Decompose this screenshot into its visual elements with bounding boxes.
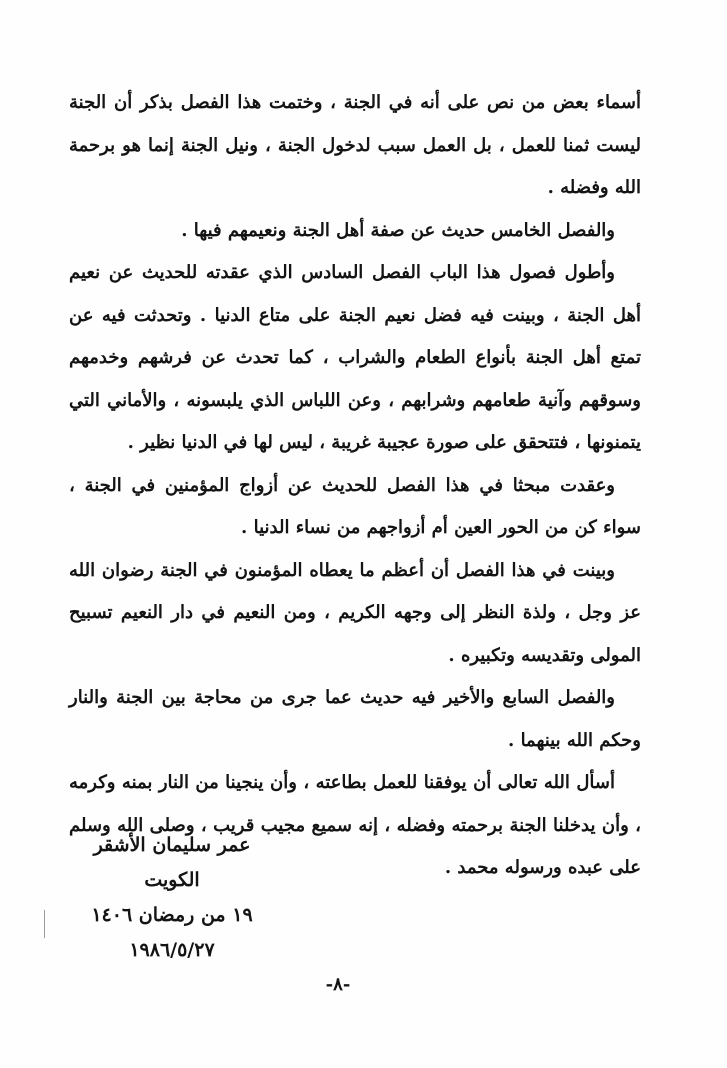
margin-mark: [44, 910, 45, 938]
paragraph-4-text: وعقدت مبحثا في هذا الفصل للحديث عن أزواج المؤمنين في الجنة ، سواء كن من الحور العين أم أزواجهم من نساء الدنيا .: [69, 474, 641, 538]
hijri-date: ١٩ من رمضان ١٤٠٦: [91, 904, 253, 926]
signature-block: [72, 828, 272, 968]
author-name: عمر سليمان الأشقر: [93, 834, 251, 856]
place-name: الكويت: [144, 869, 200, 891]
paragraph-1: أسماء بعض من نص على أنه في الجنة ، وختمت هذا الفصل بذكر أن الجنة ليست ثمنا للعمل ، بل العمل سبب لدخول الجنة ، ونيل الجنة إنما هو برحمة الله وفضله .: [69, 92, 641, 198]
page-number: -٨-: [325, 974, 351, 995]
paragraph-5-text: وبينت في هذا الفصل أن أعظم ما يعطاه المؤمنون في الجنة رضوان الله عز وجل ، ولذة النظر إلى وجهه الكريم ، ومن النعيم في دار النعيم تسبيح المولى وتقديسه وتكبيره .: [69, 559, 641, 666]
paragraph-5: [69, 550, 641, 678]
paragraph-2: [69, 210, 641, 253]
paragraph-3: [69, 252, 641, 465]
paragraph-6-text: والفصل السابع والأخير فيه حديث عما جرى من محاجة بين الجنة والنار وحكم الله بينهما .: [69, 687, 641, 751]
paragraph-6: [69, 677, 641, 762]
gregorian-date: ١٩٨٦/٥/٢٧: [129, 939, 215, 961]
paragraph-4: [69, 465, 641, 550]
paragraph-7-text: أسأل الله تعالى أن يوفقنا للعمل بطاعته ، وأن ينجينا من النار بمنه وكرمه ، وأن يدخلنا الجنة برحمته وفضله ، إنه سميع مجيب قريب ، وصلى الله وسلم على عبده ورسوله محمد .: [69, 772, 641, 878]
paragraph-2-text: والفصل الخامس حديث عن صفة أهل الجنة ونعيمهم فيها .: [181, 219, 615, 241]
paragraph-3-text: وأطول فصول هذا الباب الفصل السادس الذي عقدته للحديث عن نعيم أهل الجنة ، وبينت فيه فضل نعيم الجنة على متاع الدنيا . وتحدثت فيه عن تمتع أهل الجنة بأنواع الطعام والشراب ، كما تحدث عن فرشهم وخدمهم وسوقهم وآنية طعامهم وشرابهم ، وعن اللباس الذي يلبسونه ، والأماني التي يتمنونها ، فتتحقق على صورة عجيبة غريبة ، ليس لها في الدنيا نظير .: [69, 262, 641, 453]
body-text: [69, 82, 641, 890]
